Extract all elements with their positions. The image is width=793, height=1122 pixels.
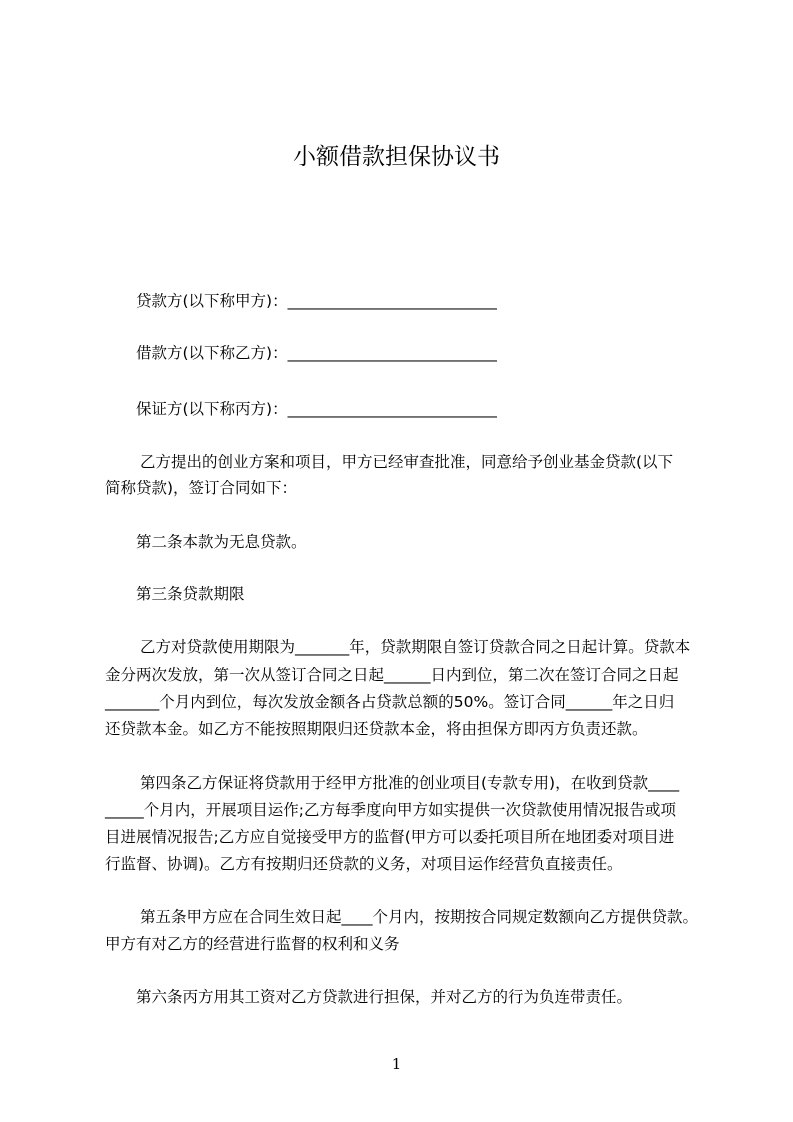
intro-line-2: 简称贷款)，签订合同如下： <box>105 479 298 497</box>
article-6: 第六条丙方用其工资对乙方贷款进行担保，并对乙方的行为负连带责任。 <box>136 988 633 1006</box>
article-3-line-4: 还贷款本金。如乙方不能按照期限归还贷款本金，将由担保方即丙方负责还款。 <box>105 720 648 738</box>
article-3-line-3: _______个月内到位，每次发放金额各占贷款总额的50%。签订合同______年之日归 <box>105 693 675 711</box>
article-4-line-3: 目进展情况报告;乙方应自觉接受甲方的监督(甲方可以委托项目所在地团委对项目进 <box>105 828 675 846</box>
article-4-line-1: 第四条乙方保证将贷款用于经甲方批准的创业项目(专款专用)，在收到贷款____ <box>140 774 680 792</box>
article-3-line-1: 乙方对贷款使用期限为_______年，贷款期限自签订贷款合同之日起计算。贷款本 <box>140 638 691 656</box>
article-3-line-2: 金分两次发放，第一次从签订合同之日起______日内到位，第二次在签订合同之日起 <box>105 666 679 684</box>
article-2: 第二条本款为无息贷款。 <box>136 533 307 551</box>
article-5-line-1: 第五条甲方应在合同生效日起____个月内，按期按合同规定数额向乙方提供贷款。 <box>140 908 699 926</box>
article-5-line-2: 甲方有对乙方的经营进行监督的权利和义务 <box>105 935 400 953</box>
article-3-heading: 第三条贷款期限 <box>136 585 245 603</box>
party-lender-line: 贷款方(以下称甲方)：___________________________ <box>136 292 497 310</box>
party-guarantor-line: 保证方(以下称丙方)：___________________________ <box>136 400 497 418</box>
page-number: 1 <box>391 1055 402 1073</box>
intro-line-1: 乙方提出的创业方案和项目，甲方已经审查批准，同意给予创业基金贷款(以下 <box>140 453 674 471</box>
article-4-line-2: _____个月内，开展项目运作;乙方每季度向甲方如实提供一次贷款使用情况报告或项 <box>105 801 676 819</box>
article-4-line-4: 行监督、协调)。乙方有按期归还贷款的义务，对项目运作经营负直接责任。 <box>105 855 623 873</box>
party-borrower-line: 借款方(以下称乙方)：___________________________ <box>136 344 497 362</box>
document-title: 小额借款担保协议书 <box>293 144 500 170</box>
